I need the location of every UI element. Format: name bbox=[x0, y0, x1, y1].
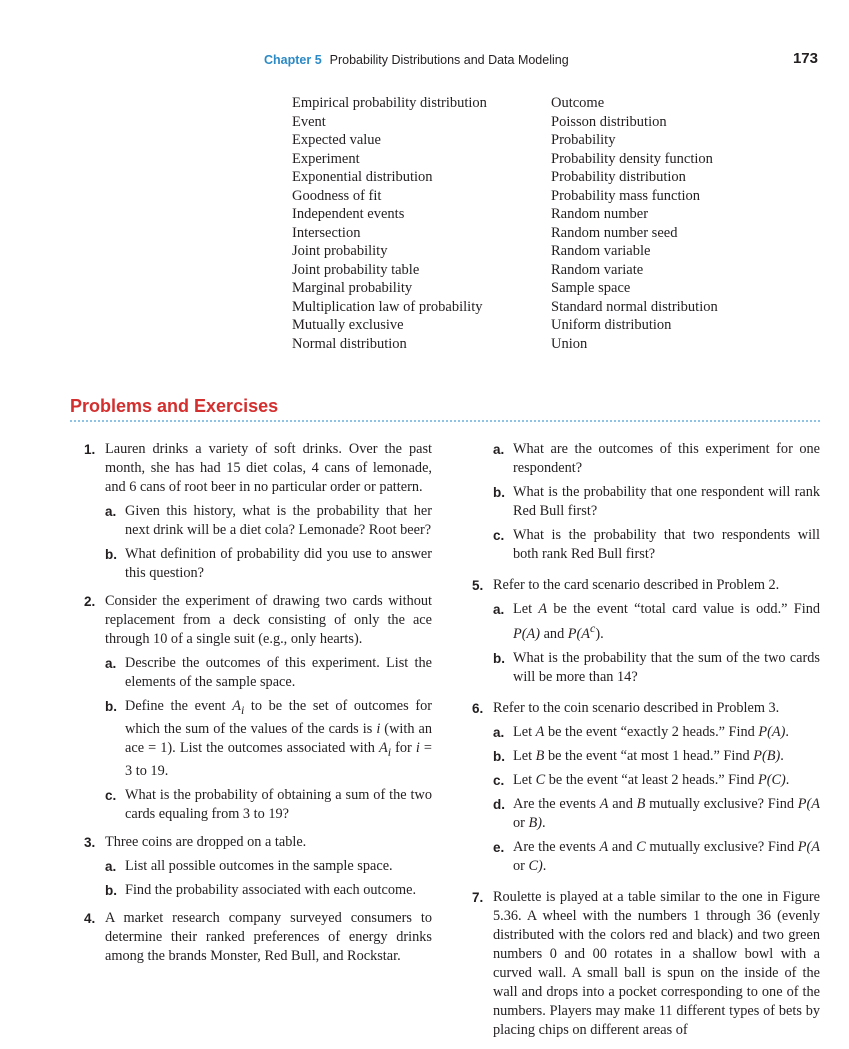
subproblem-text: Describe the outcomes of this experiment. List the elements of the sample space. bbox=[125, 655, 432, 690]
text-run: Let bbox=[513, 723, 536, 740]
subproblem-text bbox=[513, 747, 820, 766]
text-run: = 3 to 19. bbox=[125, 739, 432, 779]
subproblem-label: c. bbox=[493, 772, 505, 788]
text-run: . bbox=[785, 723, 789, 740]
problem-4 bbox=[84, 909, 432, 966]
problem-text: Refer to the coin scenario described in Problem 3. bbox=[493, 699, 780, 716]
key-term: Expected value bbox=[292, 132, 381, 148]
subproblem-text: What is the probability that two respondents will both rank Red Bull first? bbox=[513, 527, 820, 562]
subproblem-text bbox=[513, 723, 820, 742]
key-term: Random number seed bbox=[551, 224, 678, 241]
subproblem-text bbox=[513, 600, 820, 644]
subproblem-label: d. bbox=[493, 796, 505, 812]
subproblem-a bbox=[105, 502, 432, 540]
subproblem-label: b. bbox=[105, 882, 117, 898]
key-term: Joint probability bbox=[292, 243, 388, 259]
problem-5 bbox=[472, 576, 820, 687]
variable: B bbox=[636, 795, 646, 812]
subproblem-b bbox=[493, 649, 820, 687]
key-terms-left bbox=[292, 94, 487, 353]
variable: C bbox=[535, 771, 546, 788]
subproblem-label: a. bbox=[493, 602, 505, 617]
text-run: be the event “total card value is odd.” Find bbox=[547, 601, 820, 617]
text-run: Are the events bbox=[513, 838, 600, 855]
subproblem-text: Find the probability associated with each outcome. bbox=[125, 881, 417, 898]
variable: A bbox=[535, 723, 545, 740]
problem-number: 3. bbox=[84, 834, 96, 850]
subproblem-b bbox=[493, 483, 820, 521]
subproblem-a bbox=[493, 600, 820, 644]
problem-number: 7. bbox=[472, 889, 484, 905]
text-run: be the event “at least 2 heads.” Find bbox=[545, 771, 758, 788]
subproblem-text bbox=[513, 838, 820, 876]
key-term: Multiplication law of probability bbox=[292, 298, 483, 315]
key-term: Standard normal distribution bbox=[551, 298, 718, 315]
subproblem-d bbox=[493, 795, 820, 833]
expression: P(A bbox=[567, 625, 591, 642]
expression: P(C) bbox=[757, 771, 786, 788]
text-run: and bbox=[608, 838, 637, 855]
key-term: Outcome bbox=[551, 95, 605, 111]
variable: A bbox=[599, 838, 609, 855]
problem-text: Lauren drinks a variety of soft drinks. Over the past month, she has had 15 diet colas, 4 cans of lemonade, and 6 cans of root beer in no particular order or pattern. bbox=[105, 441, 432, 495]
problem-text: Three coins are dropped on a table. bbox=[105, 833, 307, 850]
subscript: i bbox=[240, 702, 245, 717]
chapter-number: Chapter 5 bbox=[264, 53, 322, 67]
variable: A bbox=[599, 795, 609, 812]
key-term: Poisson distribution bbox=[551, 113, 667, 130]
subscript: i bbox=[387, 744, 391, 759]
problem-text: Roulette is played at a table similar to the one in Figure 5.36. A wheel with the numbers 1 through 36 (evenly distributed with the colors red and black) and two green numbers 0 and 00 rotates in a shallow bowl with a curved wall. A small ball is spun on the inside of the wall and drops into a pocket corresponding to one of the numbers. Players may make 11 different types of bets by placing chips on different areas of bbox=[493, 888, 820, 1038]
text-run: be the event “at most 1 head.” Find bbox=[544, 747, 754, 764]
subproblem-c bbox=[493, 526, 820, 564]
subproblem-text: What is the probability that the sum of the two cards will be more than 14? bbox=[513, 649, 820, 685]
subproblem-a bbox=[493, 723, 820, 742]
problem-number: 6. bbox=[472, 700, 484, 716]
running-header bbox=[0, 50, 849, 72]
text-run: to be the set of outcomes for which the sum of the values of the cards is bbox=[125, 698, 433, 737]
key-term: Marginal probability bbox=[292, 280, 413, 296]
subproblem-text: What is the probability of obtaining a sum of the two cards equaling from 3 to 19? bbox=[125, 786, 432, 822]
subproblem-a bbox=[493, 440, 820, 478]
variable: C bbox=[636, 838, 646, 855]
problem-number: 4. bbox=[84, 910, 96, 926]
text-run: and bbox=[540, 625, 568, 642]
problem-7 bbox=[472, 888, 820, 1040]
subproblem-label: a. bbox=[105, 656, 117, 671]
key-term: Independent events bbox=[292, 206, 405, 222]
key-term: Normal distribution bbox=[292, 335, 407, 352]
subproblem-label: c. bbox=[105, 787, 117, 803]
key-term: Experiment bbox=[292, 150, 360, 167]
key-term: Sample space bbox=[551, 280, 631, 296]
key-term: Random variable bbox=[551, 243, 651, 259]
problem-2 bbox=[84, 592, 432, 824]
text-run: Let bbox=[513, 747, 536, 764]
problem-text: Consider the experiment of drawing two cards without replacement from a deck consisting of only the ace through 10 of a single suit (e.g., only hearts). bbox=[105, 593, 432, 647]
subproblem-label: b. bbox=[105, 547, 117, 562]
variable: A bbox=[232, 698, 241, 714]
text-run: or bbox=[513, 814, 529, 831]
key-term: Intersection bbox=[292, 224, 361, 241]
subproblem-b bbox=[105, 545, 432, 583]
problem-1 bbox=[84, 440, 432, 583]
variable: i bbox=[415, 739, 420, 756]
subproblem-label: a. bbox=[493, 724, 505, 740]
text-run: (with an ace = 1). List the outcomes associated with bbox=[125, 720, 432, 756]
key-term: Random variate bbox=[551, 261, 644, 278]
text-run: . bbox=[780, 747, 784, 764]
key-term: Event bbox=[292, 113, 326, 130]
text-run: mutually exclusive? Find bbox=[645, 795, 798, 812]
subproblem-label: b. bbox=[105, 699, 117, 714]
text-run: for bbox=[391, 739, 416, 756]
key-terms-right bbox=[551, 94, 718, 353]
subproblem-b bbox=[493, 747, 820, 766]
key-term: Mutually exclusive bbox=[292, 317, 404, 333]
subproblem-label: b. bbox=[493, 485, 505, 500]
key-term: Probability density function bbox=[551, 150, 713, 167]
key-term: Uniform distribution bbox=[551, 317, 672, 333]
expression: P(A) bbox=[513, 625, 540, 642]
superscript: c bbox=[590, 621, 596, 635]
text-run: ). bbox=[595, 625, 604, 642]
text-run: Are the events bbox=[513, 795, 600, 812]
text-run: Let bbox=[513, 771, 536, 788]
problems-right-column bbox=[472, 440, 820, 1049]
problem-text: A market research company surveyed consumers to determine their ranked preferences of energy drinks among the brands Monster, Red Bull, and Rockstar. bbox=[105, 909, 432, 964]
subproblem-label: a. bbox=[493, 442, 505, 457]
variable: B bbox=[535, 747, 545, 764]
subproblem-label: e. bbox=[493, 839, 505, 855]
text-run: mutually exclusive? Find bbox=[645, 838, 798, 855]
problem-6 bbox=[472, 699, 820, 876]
expression: P(A) bbox=[758, 723, 786, 740]
key-term: Probability bbox=[551, 132, 616, 148]
subproblem-label: b. bbox=[493, 650, 505, 666]
subproblem-label: c. bbox=[493, 528, 505, 543]
key-term: Joint probability table bbox=[292, 261, 420, 278]
text-run: . bbox=[785, 771, 790, 788]
subproblem-text bbox=[513, 771, 820, 790]
text-run: Let bbox=[513, 601, 539, 617]
section-title: Problems and Exercises bbox=[70, 396, 279, 416]
subproblem-a bbox=[105, 654, 432, 692]
problem-4-continued bbox=[472, 440, 820, 564]
subproblem-e bbox=[493, 838, 820, 876]
expression: P(B) bbox=[753, 747, 781, 764]
section-divider bbox=[70, 420, 820, 422]
text-run: Define the event bbox=[125, 698, 233, 714]
subproblem-text bbox=[125, 697, 432, 781]
problem-number: 5. bbox=[472, 578, 484, 593]
problem-number: 2. bbox=[84, 594, 96, 609]
subproblem-text: List all possible outcomes in the sample space. bbox=[125, 857, 393, 874]
key-term: Probability distribution bbox=[551, 169, 686, 185]
key-term: Probability mass function bbox=[551, 187, 701, 204]
expression: C) bbox=[528, 857, 543, 874]
key-term: Union bbox=[551, 335, 588, 352]
problem-3 bbox=[84, 833, 432, 900]
subproblem-label: a. bbox=[105, 504, 117, 519]
problems-left-column bbox=[84, 440, 432, 975]
subproblem-text bbox=[513, 795, 820, 833]
variable: i bbox=[376, 720, 381, 737]
subproblem-text: What is the probability that one respondent will rank Red Bull first? bbox=[513, 484, 820, 519]
key-term: Goodness of fit bbox=[292, 187, 382, 204]
text-run: . bbox=[541, 814, 546, 831]
problem-text: Refer to the card scenario described in Problem 2. bbox=[493, 577, 780, 593]
subproblem-a bbox=[105, 857, 432, 876]
variable: A bbox=[378, 739, 388, 756]
subproblem-text: What are the outcomes of this experiment for one respondent? bbox=[513, 441, 820, 476]
subproblem-text: What definition of probability did you use to answer this question? bbox=[125, 546, 432, 581]
subproblem-label: b. bbox=[493, 748, 505, 764]
subproblem-b bbox=[105, 881, 432, 900]
subproblem-c bbox=[105, 786, 432, 824]
expression: B) bbox=[528, 814, 542, 831]
text-run: . bbox=[542, 857, 547, 874]
expression: P(A bbox=[797, 795, 820, 812]
problem-number: 1. bbox=[84, 442, 96, 457]
text-run: be the event “exactly 2 heads.” Find bbox=[544, 723, 759, 740]
chapter-heading bbox=[264, 53, 569, 67]
chapter-title: Probability Distributions and Data Modeling bbox=[329, 53, 569, 67]
subproblem-label: a. bbox=[105, 858, 117, 874]
text-run: and bbox=[608, 795, 637, 812]
page-number: 173 bbox=[792, 50, 818, 67]
text-run: or bbox=[513, 857, 529, 874]
key-term: Exponential distribution bbox=[292, 169, 433, 185]
key-term: Random number bbox=[551, 206, 649, 222]
expression: P(A bbox=[797, 838, 820, 855]
subproblem-c bbox=[493, 771, 820, 790]
subproblem-b bbox=[105, 697, 432, 781]
key-term: Empirical probability distribution bbox=[292, 95, 487, 111]
variable: A bbox=[538, 601, 548, 617]
subproblem-text: Given this history, what is the probability that her next drink will be a diet cola? Lemonade? Root beer? bbox=[125, 503, 432, 538]
